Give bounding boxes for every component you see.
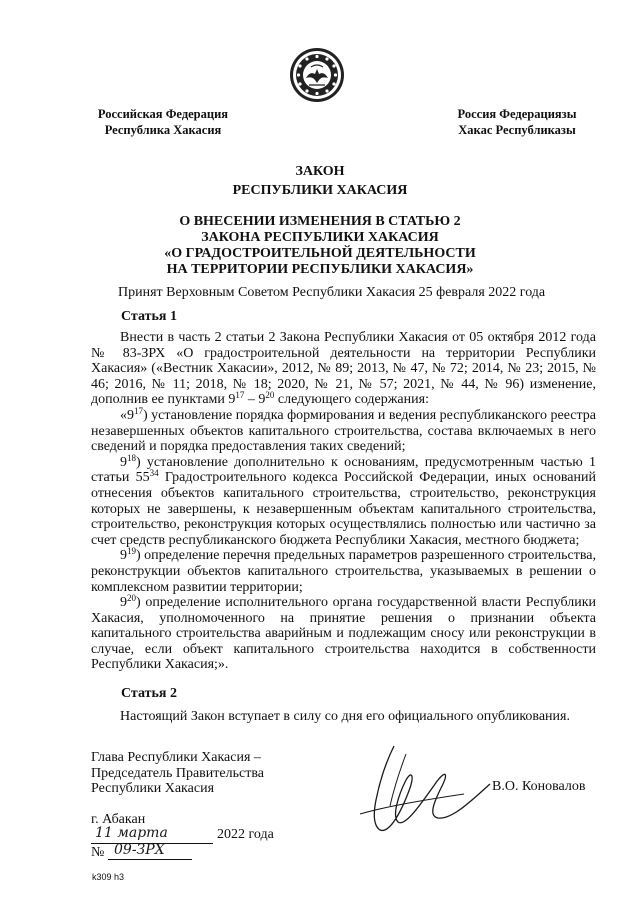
law-subject bbox=[0, 214, 640, 278]
signatory-title bbox=[91, 750, 264, 797]
article2-text: Настоящий Закон вступает в силу со дня его официального опубликования. bbox=[120, 709, 570, 724]
header-left-line1: Российская Федерация bbox=[97, 107, 229, 121]
date-year: 2022 года bbox=[217, 827, 274, 842]
law-subject-line4: НА ТЕРРИТОРИИ РЕСПУБЛИКИ ХАКАСИЯ» bbox=[166, 262, 474, 277]
law-title-line1: ЗАКОН bbox=[295, 164, 345, 179]
signatory-line2: Председатель Правительства bbox=[91, 765, 264, 781]
law-title bbox=[0, 164, 640, 199]
item-9-19: $9^{19}$) определение перечня предельных параметров разрешенного строительства, реконструкции объектов капитального строительства, указываемых в решении о комплексном развитии территории; bbox=[91, 546, 596, 595]
header-right-line1: Россия Федерациязы bbox=[457, 107, 577, 121]
header-left-line2: Республика Хакасия bbox=[104, 123, 222, 137]
article1-intro: Внести в часть 2 статьи 2 Закона Республики Хакасия от 05 октября 2012 года № 83-ЗРХ «О градостроительной деятельности на территории Республики Хакасия» («Вестник Хакасии», 2012, № 89; 2013, № 47, № 72; 2014, № 23; 2015, № 46; 2016, № 11; 2018, № 18; 2020, № 21, № 57; 2021, № 44, № 96) изменение, дополнив ее пунктами $9^{17} - 9^{20}$ следующего содержания: bbox=[91, 330, 596, 408]
handwritten-signature bbox=[340, 740, 500, 840]
item-9-17: «$9^{17}$) установление порядка формирования и ведения республиканского реестра незавершенных объектов капитального строительства, состава включаемых в него сведений и порядка предоставления таких сведений; bbox=[91, 405, 596, 455]
signatory-name: В.О. Коновалов bbox=[492, 779, 586, 794]
law-subject-line3: «О ГРАДОСТРОИТЕЛЬНОЙ ДЕЯТЕЛЬНОСТИ bbox=[164, 246, 476, 261]
date-handwritten: 11 марта bbox=[95, 825, 168, 841]
place-city: г. Абакан bbox=[91, 812, 146, 827]
adopted-line: Принят Верховным Советом Республики Хакасия 25 февраля 2022 года bbox=[118, 285, 546, 300]
article1-heading: Статья 1 bbox=[121, 309, 177, 324]
signatory-line1: Глава Республики Хакасия – bbox=[91, 750, 261, 765]
item-9-18: $9^{18}$) установление дополнительно к основаниям, предусмотренным частью 1 статьи $55^{34}$ Градостроительного кодекса Российской Федерации, иных оснований отнесения объектов капитального строительства, строительство, реконструкция которых не завершены, к незавершенным объектам капитального строительства, строительство, реконструкция которых осуществлялись полностью или частично за счет средств республиканского бюджета Республики Хакасия, местного бюджета; bbox=[91, 452, 596, 548]
number-prefix: № bbox=[91, 845, 105, 860]
number-field bbox=[108, 842, 192, 860]
footer-code: k309 h3 bbox=[92, 872, 125, 882]
header-right-line2: Хакас Республиказы bbox=[458, 123, 576, 137]
signatory-line3: Республики Хакасия bbox=[91, 781, 215, 796]
law-subject-line1: О ВНЕСЕНИИ ИЗМЕНЕНИЯ В СТАТЬЮ 2 bbox=[179, 214, 461, 229]
item-9-20: $9^{20}$) определение исполнительного органа государственной власти Республики Хакасия, уполномоченного на принятие решения о признании объекта капитального строительства аварийным и подлежащим сносу или реконструкции в случае, если объект капитального строительства находится в собственности Республики Хакасия;». bbox=[91, 593, 596, 673]
header-right bbox=[432, 106, 602, 138]
law-title-line2: РЕСПУБЛИКИ ХАКАСИЯ bbox=[232, 183, 408, 198]
law-subject-line2: ЗАКОНА РЕСПУБЛИКИ ХАКАСИЯ bbox=[201, 230, 439, 245]
article2-heading: Статья 2 bbox=[121, 686, 177, 701]
article1-body bbox=[91, 330, 596, 673]
number-handwritten: 09-ЗРХ bbox=[114, 842, 165, 858]
header-left bbox=[78, 106, 248, 138]
coat-of-arms-emblem bbox=[289, 47, 345, 103]
